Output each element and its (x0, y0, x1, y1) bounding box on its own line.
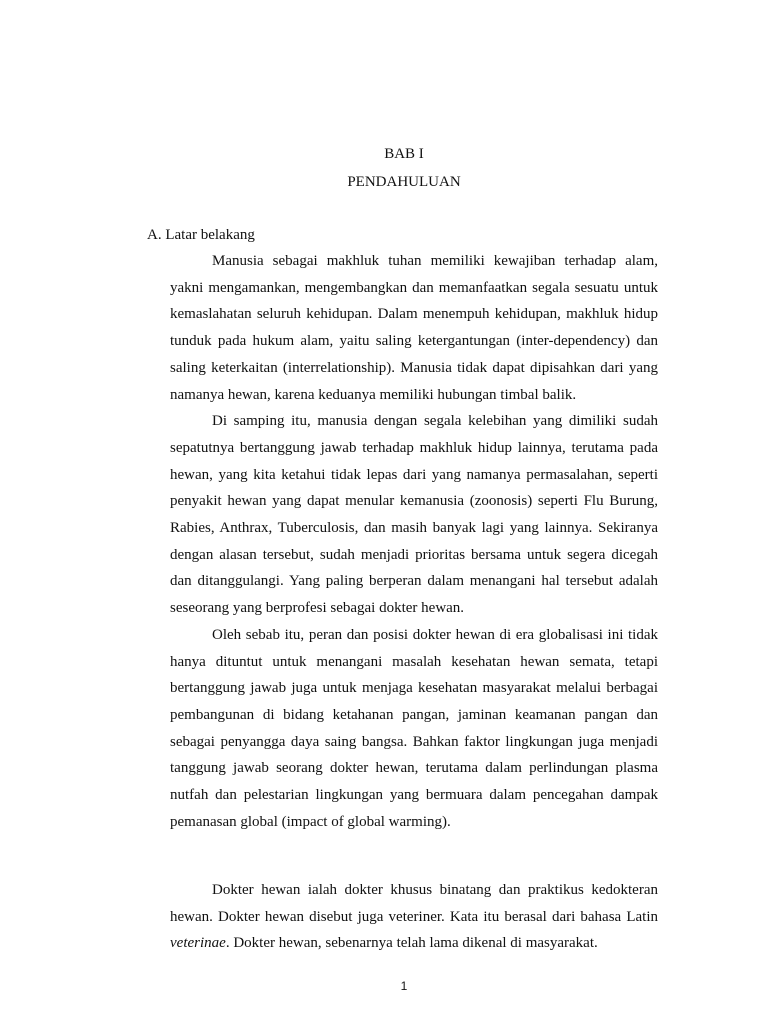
paragraph-4 (170, 877, 658, 957)
paragraph-1: Manusia sebagai makhluk tuhan memiliki kewajiban terhadap alam, yakni mengamankan, mengembangkan dan memanfaatkan segala sesuatu untuk kemaslahatan seluruh kehidupan. Dalam menempuh kehidupan, makhluk hidup tunduk pada hukum alam, yaitu saling ketergantungan (inter-dependency) dan saling keterkaitan (interrelationship). Manusia tidak dapat dipisahkan dari yang namanya hewan, karena keduanya memiliki hubungan timbal balik. (170, 253, 658, 403)
paragraph-4-text-end: . Dokter hewan, sebenarnya telah lama dikenal di masyarakat. (225, 935, 598, 952)
chapter-number: BAB I (384, 146, 424, 162)
chapter-title: PENDAHULUAN (347, 174, 461, 190)
body-text-block-continued (170, 877, 658, 957)
body-text-block (170, 248, 658, 835)
section-heading: A. Latar belakang (147, 227, 255, 243)
italic-latin-term: veterinae (170, 935, 226, 952)
page-number: 1 (400, 979, 408, 993)
paragraph-4-text-start: Dokter hewan ialah dokter khusus binatang dan praktikus kedokteran hewan. Dokter hewan disebut juga veteriner. Kata itu berasal dari bahasa Latin (170, 882, 658, 925)
paragraph-2: Di samping itu, manusia dengan segala kelebihan yang dimiliki sudah sepatutnya bertanggung jawab terhadap makhluk hidup lainnya, terutama pada hewan, yang kita ketahui tidak lepas dari yang namanya permasalahan, seperti penyakit hewan yang dapat menular kemanusia (zoonosis) seperti Flu Burung, Rabies, Anthrax, Tuberculosis, dan masih banyak lagi yang lainnya. Sekiranya dengan alasan tersebut, sudah menjadi prioritas bersama untuk segera dicegah dan ditanggulangi. Yang paling berperan dalam menangani hal tersebut adalah seseorang yang berprofesi sebagai dokter hewan. (170, 413, 658, 617)
paragraph-3: Oleh sebab itu, peran dan posisi dokter hewan di era globalisasi ini tidak hanya dituntut untuk menangani masalah kesehatan hewan semata, tetapi bertanggung jawab juga untuk menjaga kesehatan masyarakat melalui berbagai pembangunan di bidang ketahanan pangan, jaminan keamanan pangan dan sebagai penyangga daya saing bangsa. Bahkan faktor lingkungan juga menjadi tanggung jawab seorang dokter hewan, terutama dalam perlindungan plasma nutfah dan pelestarian lingkungan yang bermuara dalam pencegahan dampak pemanasan global (impact of global warming). (170, 626, 658, 830)
